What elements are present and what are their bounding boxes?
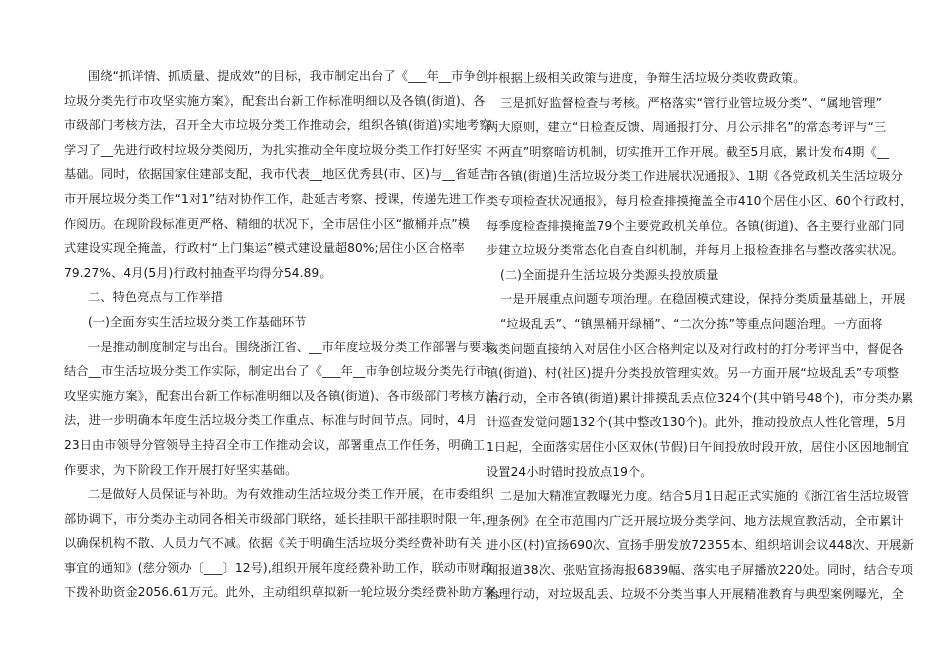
right-column-text-line: 三是抓好监督检查与考核。严格落实“管行业管垃圾分类”、“属地管理” (500, 95, 882, 110)
left-column-text-line: 二、特色亮点与工作举措 (88, 290, 224, 305)
left-column-text-line: 以确保机构不散、人员力气不减。依据《关于明确生活垃圾分类经费补助有关 (64, 536, 482, 551)
right-column-text-line: 1日起，全面落实居住小区双休(节假)日午间投放时段开放，居住小区因地制宜 (486, 439, 910, 454)
left-column-text-line: 一是推动制度制定与出台。围绕浙江省、__市年度垃圾分类工作部署与要求， (88, 339, 506, 354)
left-column-text-line: 围绕“抓详情、抓质量、提成效”的目标，我市制定出台了《___年__市争创 (88, 69, 489, 83)
left-column-text-line: 作要求，为下阶段工作开展打好坚实基础。 (64, 462, 298, 477)
left-column-text-line: 式建设实现全掩盖，行政村“上门集运”模式建设量超80%;居住小区合格率 (64, 241, 465, 256)
right-column-text-line: 该类问题直接纳入对居住小区合格判定以及对行政村的打分考评当中，督促各 (486, 341, 904, 356)
right-column-text-line: (二)全面提升生活垃圾分类源头投放质量 (500, 267, 719, 282)
right-column-text-line: 市各镇(街道)生活垃圾分类工作进展状况通报》、1期《各党政机关生活垃圾分 (486, 169, 903, 184)
right-column-text-line: 不两直”明察暗访机制，切实推开工作开展。截至5月底，累计发布4期《__ (486, 144, 890, 159)
right-column-text-line: 步建立垃圾分类常态化自查自纠机制，并每月上报检查排名与整改落实状况。 (486, 243, 904, 258)
right-column-text-line: 类专项检查状况通报》，每月检查排摸掩盖全市410个居住小区、60个行政村， (486, 193, 913, 208)
left-column-text-line: 部协调下，市分类办主动同各相关市级部门联络，延长挂职干部挂职时限一年， (64, 511, 495, 526)
left-column-text-line: 79.27%、4月(5月)行政村抽查平均得分54.89。 (64, 265, 332, 280)
left-column-text-line: 事宜的通知》(慈分领办〔___〕12号),组织开展年度经费补助工作，联动市财政 (64, 560, 493, 575)
left-column-text-line: 学习了__先进行政村垃圾分类阅历，为扎实推动全年度垃圾分类工作打好坚实 (64, 142, 482, 157)
left-column-text-line: 法，进一步明确本年度生活垃圾分类工作重点、标准与时间节点。同时，4月 (64, 413, 478, 428)
left-column-text-line: 垃圾分类先行市攻坚实施方案》，配套出台新工作标准明细以及各镇(街道)、各 (64, 93, 486, 108)
right-column-text-line: 镇(街道)、村(社区)提升分类投放管理实效。另一方面开展“垃圾乱丢”专项整 (486, 366, 900, 381)
left-column-text-line: (一)全面夯实生活垃圾分类工作基础环节 (88, 314, 307, 329)
left-column (64, 64, 510, 605)
left-column-text-line: 二是做好人员保证与补助。为有效推动生活垃圾分类工作开展，在市委组织 (88, 487, 494, 502)
right-column-text-line: 理条例》在全市范围内广泛开展垃圾分类学问、地方法规宣教活动，全市累计 (486, 513, 904, 528)
left-column-text-line: 基础。同时，依据国家住建部支配，我市代表__地区优秀县(市、区)与__省延吉 (64, 167, 492, 182)
right-column-text-line: 治理行动，对垃圾乱丢、垃圾不分类当事人开展精准教育与典型案例曝光，全 (486, 587, 904, 602)
right-column-text-line: 计巡查发觉问题132个(其中整改130个)。此外，推动投放点人性化管理，5月 (486, 415, 908, 430)
right-column-text-line: 每季度检查排摸掩盖79个主要党政机关单位。各镇(街道)、各主要行业部门同 (486, 218, 905, 233)
right-column (486, 66, 914, 607)
left-column-text-line: 23日由市领导分管领导主持召全市工作推动会议，部署重点工作任务，明确工 (64, 437, 486, 452)
right-column-text-line: 两大原则，建立“日检查反馈、周通报打分、月公示排名”的常态考评与“三 (486, 120, 887, 135)
right-column-text-line: 设置24小时错时投放点19个。 (486, 464, 653, 479)
left-column-text-line: 作阅历。在现阶段标准更严格、精细的状况下，全市居住小区“撤桶并点”模 (64, 216, 471, 231)
right-column-text-line: 闻报道38次、张贴宣扬海报6839幅、落实电子屏播放220处。同时，结合专项 (486, 562, 914, 577)
left-column-text-line: 市级部门考核方法，召开全大市垃圾分类工作推动会，组织各镇(街道)实地考察 (64, 118, 492, 133)
right-column-text-line: 二是加大精准宣教曝光力度。结合5月1日起正式实施的《浙江省生活垃圾管 (500, 489, 909, 504)
right-column-text-line: 治行动，全市各镇(街道)累计排摸乱丢点位324个(其中销号48个)，市分类办累 (486, 390, 914, 405)
right-column-text-line: 一是开展重点问题专项治理。在稳固模式建设，保持分类质量基础上，开展 (500, 292, 906, 307)
left-column-text-line: 攻坚实施方案》，配套出台新工作标准明细以及各镇(街道)、各市级部门考核方法， (64, 388, 510, 403)
right-column-text-line: “垃圾乱丢”、“镇黑桶开绿桶”、“二次分拣”等重点问题治理。一方面将 (500, 316, 883, 331)
left-column-text-line: 市开展垃圾分类工作“1对1”结对协作工作，赴延吉考察、授课，传递先进工作 (64, 191, 486, 206)
right-column-text-line: 并根据上级相关政策与进度，争辩生活垃圾分类收费政策。 (486, 71, 806, 85)
right-column-text-line: 进小区(村)宣扬690次、宣扬手册发放72355本、组织培训会议448次、开展新 (486, 538, 914, 553)
left-column-text-line: 结合__市生活垃圾分类工作实际，制定出台了《___年__市争创垃圾分类先行市 (64, 364, 489, 379)
left-column-text-line: 下拨补助资金2056.61万元。此外，主动组织草拟新一轮垃圾分类经费补助方案， (64, 585, 509, 600)
